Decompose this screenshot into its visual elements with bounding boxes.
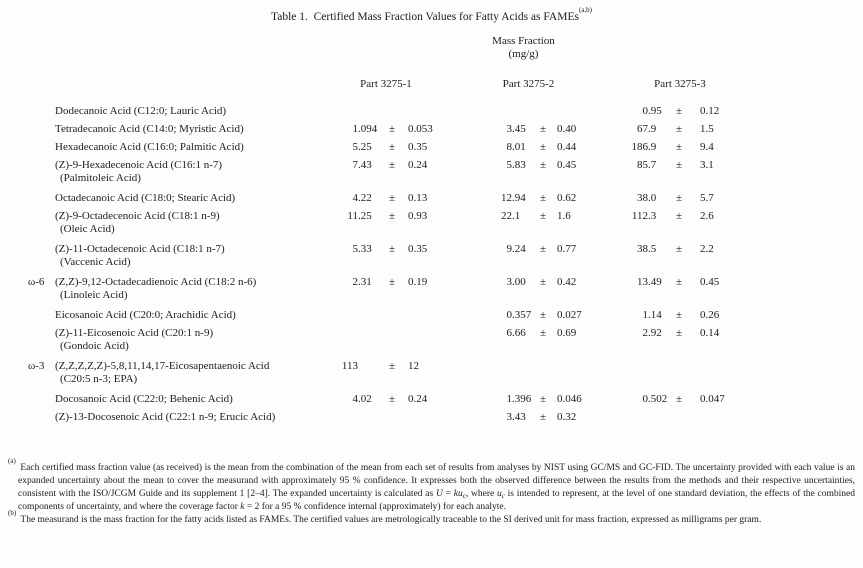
plus-minus-sign	[673, 360, 685, 386]
analyte-name	[55, 327, 334, 353]
mass-fraction-value-frac: .66	[512, 327, 526, 339]
mass-fraction-value-frac: .396	[512, 393, 532, 405]
unit-header	[470, 35, 607, 61]
plus-minus-sign: ±	[675, 327, 683, 339]
unit-header-line2: (mg/g)	[508, 48, 539, 60]
mass-fraction-value-frac: .33	[358, 243, 372, 255]
uncertainty-value: 0.35	[408, 243, 428, 255]
table-row	[28, 327, 808, 353]
mass-fraction-value-int: 5	[506, 159, 512, 171]
table-row	[28, 159, 808, 185]
analyte-name-line1: (Z,Z)-9,12-Octadecadienoic Acid (C18:2 n-6)	[55, 276, 257, 288]
uncertainty-value: 0.12	[700, 105, 720, 117]
mass-fraction-value-frac: .49	[648, 276, 662, 288]
mass-fraction-value-int: 0	[506, 309, 512, 321]
column-header-part3: Part 3275-3	[654, 78, 706, 90]
mass-fraction-value-int: 4	[352, 393, 358, 405]
plus-minus-sign: ±	[675, 309, 683, 321]
plus-minus-sign: ±	[388, 393, 396, 405]
mass-fraction-value-frac: .45	[512, 123, 526, 135]
mass-fraction-value-int	[334, 309, 358, 322]
mass-fraction-value-frac: .24	[512, 243, 526, 255]
analyte-name	[55, 159, 334, 185]
omega-label	[28, 105, 55, 118]
omega-label	[28, 159, 55, 185]
uncertainty-value	[398, 411, 452, 424]
column-header-row	[28, 78, 808, 91]
plus-minus-sign	[386, 411, 398, 424]
uncertainty-value	[685, 411, 760, 424]
column-gap	[452, 210, 470, 236]
uncertainty-value: 2.2	[700, 243, 714, 255]
mass-fraction-value-int: 112	[631, 210, 648, 222]
mass-fraction-value-int: 7	[352, 159, 358, 171]
mass-fraction-value-int: 4	[352, 192, 358, 204]
table-row	[28, 123, 808, 136]
mass-fraction-value-int: 6	[506, 327, 512, 339]
unit-header-row	[28, 35, 808, 61]
plus-minus-sign: ±	[539, 309, 547, 321]
analyte-name-line1: Octadecanoic Acid (C18:0; Stearic Acid)	[55, 192, 236, 204]
footnote-label: (b)	[8, 508, 17, 517]
table-title-footnote-marker: (a,b)	[578, 6, 592, 15]
plus-minus-sign	[386, 327, 398, 353]
mass-fraction-value-int: 85	[637, 159, 648, 171]
plus-minus-sign: ±	[539, 327, 547, 339]
analyte-name-line1: Hexadecanoic Acid (C16:0; Palmitic Acid)	[55, 141, 244, 153]
mass-fraction-value-frac: .3	[648, 210, 657, 222]
uncertainty-value	[398, 309, 452, 322]
footnote-text: k	[240, 502, 245, 512]
plus-minus-sign: ±	[675, 105, 683, 117]
mass-fraction-value-frac: .502	[648, 393, 668, 405]
mass-fraction-value-int: 1	[352, 123, 358, 135]
mass-fraction-value-int: 9	[506, 243, 512, 255]
uncertainty-value: 2.6	[700, 210, 714, 222]
plus-minus-sign: ±	[539, 123, 547, 135]
plus-minus-sign: ±	[388, 159, 396, 171]
mass-fraction-value-int	[470, 105, 512, 118]
plus-minus-sign	[537, 360, 549, 386]
mass-fraction-value-int: 8	[506, 141, 512, 153]
mass-fraction-value-int: 2	[642, 327, 648, 339]
mass-fraction-value-int	[470, 360, 512, 386]
omega-label	[28, 309, 55, 322]
column-gap	[452, 411, 470, 424]
uncertainty-value: 0.047	[700, 393, 725, 405]
table-row	[28, 243, 808, 269]
mass-fraction-value-frac	[358, 360, 386, 386]
mass-fraction-value-frac: .25	[358, 141, 372, 153]
mass-fraction-value-frac	[648, 360, 673, 386]
analyte-name-line2: (Oleic Acid)	[60, 223, 115, 235]
mass-fraction-value-frac: .95	[648, 105, 662, 117]
analyte-name-line2: (Gondoic Acid)	[60, 340, 129, 352]
plus-minus-sign: ±	[539, 243, 547, 255]
mass-fraction-value-int	[609, 360, 648, 386]
mass-fraction-value-int: 2	[352, 276, 358, 288]
uncertainty-value: 12	[408, 360, 419, 372]
omega-label: ω-3	[28, 360, 45, 372]
footnote-text: The measurand is the mass fraction for the fatty acids listed as FAMEs. The certified values are metrologically traceable to the SI derived unit for mass fraction, expressed as milligrams per gram.	[20, 515, 762, 525]
uncertainty-value: 1.6	[557, 210, 571, 222]
uncertainty-value: 0.35	[408, 141, 428, 153]
footnote	[8, 456, 856, 514]
mass-fraction-value-frac: .5	[648, 243, 657, 255]
analyte-name	[55, 393, 334, 406]
footnote	[8, 508, 855, 527]
mass-fraction-value-frac: .43	[512, 411, 526, 423]
plus-minus-sign: ±	[675, 141, 683, 153]
table-row	[28, 360, 808, 386]
analyte-name-line1: Docosanoic Acid (C22:0; Behenic Acid)	[55, 393, 233, 405]
footnote-text: is intended to represent, at the level of one standard deviation, the effects of the combined components of uncertainty, and where the coverage factor	[18, 489, 855, 512]
footnote-text: u	[496, 489, 502, 499]
uncertainty-value: 0.046	[557, 393, 582, 405]
uncertainty-value: 0.42	[557, 276, 577, 288]
plus-minus-sign: ±	[388, 243, 396, 255]
table-row	[28, 105, 808, 118]
analyte-name	[55, 243, 334, 269]
mass-fraction-value-frac: .357	[512, 309, 532, 321]
mass-fraction-value-int: 113	[341, 360, 358, 372]
table-row	[28, 192, 808, 205]
plus-minus-sign: ±	[539, 276, 547, 288]
column-header-spacer	[28, 78, 334, 91]
mass-fraction-value-frac: .92	[648, 327, 662, 339]
uncertainty-value: 0.14	[700, 327, 720, 339]
column-gap	[452, 243, 470, 269]
omega-label	[28, 327, 55, 353]
table-row	[28, 276, 808, 302]
uncertainty-value: 0.62	[557, 192, 577, 204]
mass-fraction-value-int: 11	[347, 210, 358, 222]
plus-minus-sign	[386, 105, 398, 118]
analyte-name	[55, 360, 334, 386]
mass-fraction-value-int: 0	[642, 393, 648, 405]
mass-fraction-value-int: 38	[637, 192, 648, 204]
column-gap	[452, 393, 470, 406]
uncertainty-value: 0.40	[557, 123, 577, 135]
plus-minus-sign	[537, 105, 549, 118]
analyte-name	[55, 411, 334, 424]
mass-fraction-value-frac: .94	[512, 192, 526, 204]
mass-fraction-value-int: 1	[506, 393, 512, 405]
footnote-text: Each certified mass fraction value (as received) is the mean from the combination of the mean from each set of results from analyses by NIST using GC/MS and GC-FID. The uncertainty provided with each value is an expanded uncertainty about the mean to cover the measurand with approximately 95 % confidence. It expresses both the observed difference between the results from the methods and their respective uncertainties, consistent with the ISO/JCGM Guide and its supplement 1 [2–4]. The expanded uncertainty is calculated as	[18, 463, 856, 499]
mass-fraction-value-int: 3	[506, 411, 512, 423]
mass-fraction-value-int	[334, 327, 358, 353]
omega-label	[28, 141, 55, 154]
plus-minus-sign: ±	[675, 159, 683, 171]
plus-minus-sign: ±	[539, 159, 547, 171]
plus-minus-sign: ±	[388, 360, 396, 372]
omega-label	[28, 411, 55, 424]
uncertainty-value: 1.5	[700, 123, 714, 135]
mass-fraction-value-frac: .0	[648, 192, 657, 204]
uncertainty-value: 0.24	[408, 393, 428, 405]
mass-fraction-value-frac: .14	[648, 309, 662, 321]
omega-label	[28, 192, 55, 205]
mass-fraction-value-frac: .31	[358, 276, 372, 288]
plus-minus-sign: ±	[675, 192, 683, 204]
plus-minus-sign: ±	[539, 411, 547, 423]
mass-fraction-value-frac: .25	[358, 210, 372, 222]
table-row	[28, 309, 808, 322]
column-gap	[452, 78, 470, 91]
uncertainty-value: 0.45	[700, 276, 720, 288]
analyte-name-line1: (Z)-11-Octadecenoic Acid (C18:1 n-7)	[55, 243, 225, 255]
column-gap	[452, 327, 470, 353]
mass-fraction-value-int: 5	[352, 141, 358, 153]
analyte-name-line1: Dodecanoic Acid (C12:0; Lauric Acid)	[55, 105, 227, 117]
plus-minus-sign: ±	[388, 276, 396, 288]
analyte-name	[55, 141, 334, 154]
footnotes	[8, 456, 856, 527]
uncertainty-value: 0.13	[408, 192, 428, 204]
column-header-part2: Part 3275-2	[502, 78, 555, 90]
column-gap	[452, 141, 470, 154]
omega-label: ω-6	[28, 276, 45, 288]
footnote-text: c	[462, 492, 466, 500]
footnote-text: U	[436, 489, 443, 499]
table-row	[28, 141, 808, 154]
analyte-name-line2: (Palmitoleic Acid)	[60, 172, 141, 184]
uncertainty-value	[549, 360, 607, 386]
mass-fraction-value-int: 22	[501, 210, 512, 222]
footnote-text: , where	[465, 489, 497, 499]
mass-fraction-value-frac: .7	[648, 159, 657, 171]
mass-fraction-value-int: 3	[506, 123, 512, 135]
uncertainty-value: 9.4	[700, 141, 714, 153]
plus-minus-sign: ±	[539, 210, 547, 222]
column-gap	[452, 309, 470, 322]
uncertainty-value: 0.45	[557, 159, 577, 171]
uncertainty-value	[685, 360, 760, 386]
plus-minus-sign: ±	[388, 141, 396, 153]
analyte-name-line1: (Z)-11-Eicosenoic Acid (C20:1 n-9)	[55, 327, 214, 339]
column-gap	[452, 105, 470, 118]
plus-minus-sign	[673, 411, 685, 424]
mass-fraction-value-frac: .22	[358, 192, 372, 204]
column-gap	[452, 159, 470, 185]
mass-fraction-value-int: 12	[501, 192, 512, 204]
mass-fraction-value-frac	[512, 105, 537, 118]
omega-label	[28, 210, 55, 236]
mass-fraction-value-frac	[512, 360, 537, 386]
plus-minus-sign: ±	[388, 192, 396, 204]
mass-fraction-value-frac	[358, 105, 386, 118]
mass-fraction-value-int: 5	[352, 243, 358, 255]
analyte-name	[55, 105, 334, 118]
analyte-name-line1: Tetradecanoic Acid (C14:0; Myristic Acid)	[55, 123, 244, 135]
mass-fraction-table	[28, 35, 808, 429]
mass-fraction-value-int: 38	[637, 243, 648, 255]
unit-header-line1: Mass Fraction	[492, 35, 555, 47]
footnote-text: ku	[453, 489, 463, 499]
mass-fraction-value-frac: .9	[648, 141, 657, 153]
footnote-text: c	[501, 492, 505, 500]
mass-fraction-value-int	[609, 411, 648, 424]
uncertainty-value: 0.19	[408, 276, 428, 288]
uncertainty-value: 0.053	[408, 123, 433, 135]
analyte-name-line1: (Z)-9-Hexadecenoic Acid (C16:1 n-7)	[55, 159, 223, 171]
plus-minus-sign: ±	[675, 210, 683, 222]
table-title-text: Table 1. Certified Mass Fraction Values for Fatty Acids as FAMEs	[271, 11, 579, 23]
mass-fraction-value-frac: .094	[358, 123, 378, 135]
uncertainty-value	[549, 105, 607, 118]
plus-minus-sign: ±	[675, 276, 683, 288]
column-gap	[452, 192, 470, 205]
uncertainty-value: 0.93	[408, 210, 428, 222]
analyte-name-line2: (Vaccenic Acid)	[60, 256, 131, 268]
mass-fraction-value-frac: .02	[358, 393, 372, 405]
plus-minus-sign: ±	[675, 123, 683, 135]
uncertainty-value: 0.77	[557, 243, 577, 255]
table-title	[0, 6, 863, 24]
table-body	[28, 105, 808, 424]
column-gap	[452, 276, 470, 302]
column-gap	[452, 360, 470, 386]
analyte-name-line1: (Z,Z,Z,Z,Z)-5,8,11,14,17-Eicosapentaenoic Acid	[55, 360, 270, 372]
analyte-name	[55, 123, 334, 136]
analyte-name-line1: (Z)-13-Docosenoic Acid (C22:1 n-9; Erucic Acid)	[55, 411, 276, 423]
table-row	[28, 411, 808, 424]
uncertainty-value: 0.027	[557, 309, 582, 321]
uncertainty-value: 5.7	[700, 192, 714, 204]
uncertainty-value: 0.44	[557, 141, 577, 153]
mass-fraction-value-frac: .43	[358, 159, 372, 171]
mass-fraction-value-int	[334, 411, 358, 424]
table-row	[28, 210, 808, 236]
unit-header-spacer	[28, 35, 470, 61]
plus-minus-sign: ±	[539, 393, 547, 405]
mass-fraction-value-frac	[358, 327, 386, 353]
analyte-name	[55, 276, 334, 302]
analyte-name	[55, 309, 334, 322]
mass-fraction-value-frac: .1	[512, 210, 521, 222]
plus-minus-sign: ±	[539, 141, 547, 153]
plus-minus-sign: ±	[388, 210, 396, 222]
uncertainty-value	[398, 327, 452, 353]
mass-fraction-value-frac	[358, 411, 386, 424]
column-gap	[452, 123, 470, 136]
uncertainty-value: 0.24	[408, 159, 428, 171]
mass-fraction-value-int: 67	[637, 123, 648, 135]
mass-fraction-value-int: 13	[637, 276, 648, 288]
mass-fraction-value-frac: .83	[512, 159, 526, 171]
uncertainty-value: 0.69	[557, 327, 577, 339]
mass-fraction-value-int: 3	[506, 276, 512, 288]
analyte-name	[55, 192, 334, 205]
uncertainty-value: 0.32	[557, 411, 577, 423]
analyte-name	[55, 210, 334, 236]
table-row	[28, 393, 808, 406]
uncertainty-value: 0.26	[700, 309, 720, 321]
uncertainty-value	[398, 105, 452, 118]
mass-fraction-value-frac	[648, 411, 673, 424]
analyte-name-line1: (Z)-9-Octadecenoic Acid (C18:1 n-9)	[55, 210, 220, 222]
plus-minus-sign: ±	[675, 243, 683, 255]
footnote-label: (a)	[8, 456, 16, 465]
mass-fraction-value-int: 0	[642, 105, 648, 117]
mass-fraction-value-frac: .9	[648, 123, 657, 135]
mass-fraction-value-int: 186	[631, 141, 648, 153]
plus-minus-sign: ±	[539, 192, 547, 204]
column-header-part1: Part 3275-1	[360, 78, 412, 90]
analyte-name-line2: (Linoleic Acid)	[60, 289, 128, 301]
mass-fraction-value-frac: .01	[512, 141, 526, 153]
plus-minus-sign	[386, 309, 398, 322]
analyte-name-line2: (C20:5 n-3; EPA)	[60, 373, 138, 385]
uncertainty-value: 3.1	[700, 159, 714, 171]
omega-label	[28, 393, 55, 406]
analyte-name-line1: Eicosanoic Acid (C20:0; Arachidic Acid)	[55, 309, 236, 321]
mass-fraction-value-int: 1	[642, 309, 648, 321]
plus-minus-sign: ±	[675, 393, 683, 405]
footnote-text: = 2 for a 95 % confidence internal (approximately) for each analyte.	[244, 502, 506, 512]
plus-minus-sign: ±	[388, 123, 396, 135]
omega-label	[28, 123, 55, 136]
footnote-text: =	[442, 489, 454, 499]
omega-label	[28, 243, 55, 269]
mass-fraction-value-int	[334, 105, 358, 118]
mass-fraction-value-frac: .00	[512, 276, 526, 288]
mass-fraction-value-frac	[358, 309, 386, 322]
